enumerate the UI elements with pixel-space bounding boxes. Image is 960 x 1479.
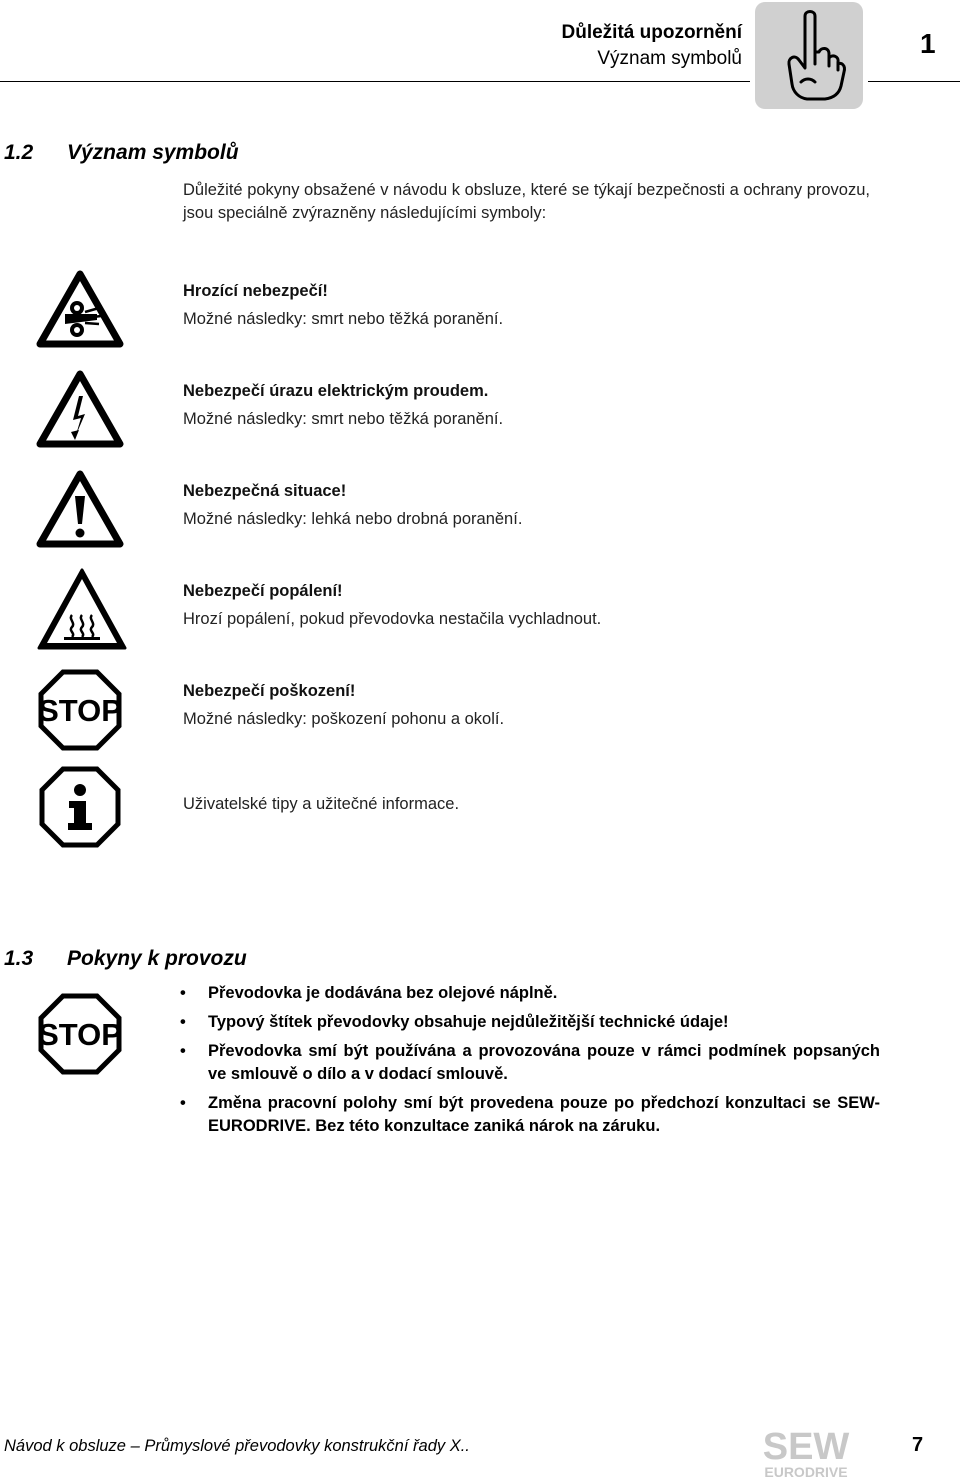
stop-icon-label: STOP [38, 1017, 122, 1052]
header-rule-left [0, 81, 750, 82]
chapter-number: 1 [920, 28, 936, 59]
list-item-text: Převodovka smí být používána a provozována pouze v rámci podmínek popsaných ve smlouvě o dílo a v dodací smlouvě. [208, 1042, 880, 1083]
pointing-hand-icon [755, 2, 863, 109]
logo-top: SEW [762, 1426, 850, 1468]
section-title: Pokyny k provozu [67, 947, 247, 970]
symbol-title: Nebezpečí popálení! [183, 582, 343, 600]
bullet: • [180, 1013, 186, 1031]
symbol-title: Nebezpečí poškození! [183, 682, 356, 700]
symbol-desc: Uživatelské tipy a užitečné informace. [183, 795, 460, 813]
list-item [180, 982, 880, 1005]
gear-hand-hazard-icon [35, 268, 125, 350]
sew-eurodrive-logo [750, 1425, 862, 1479]
hot-surface-icon [36, 567, 128, 653]
symbol-title: Nebezpečí úrazu elektrickým proudem. [183, 382, 489, 400]
stop-icon-label: STOP [38, 693, 122, 728]
stop-icon [38, 669, 122, 751]
list-item [180, 1011, 880, 1034]
symbol-desc: Možné následky: smrt nebo těžká poranění. [183, 310, 504, 328]
logo-bottom: EURODRIVE [764, 1464, 848, 1479]
section-title: Význam symbolů [67, 141, 239, 164]
electric-hazard-icon [35, 368, 125, 450]
header-rule-right [868, 81, 960, 82]
stop-icon [38, 993, 122, 1075]
list-item [180, 1040, 880, 1086]
bullet: • [180, 1042, 186, 1060]
section-number: 1.2 [4, 141, 34, 164]
footer-text: Návod k obsluze – Průmyslové převodovky konstrukční řady X.. [4, 1437, 470, 1455]
section-number: 1.3 [4, 947, 34, 970]
section-intro: Důležité pokyny obsažené v návodu k obsluze, které se týkají bezpečnosti a ochrany provozu, jsou speciálně zvýrazněny následujícími symboly: [183, 181, 870, 222]
bullet: • [180, 984, 186, 1002]
symbol-desc: Možné následky: poškození pohonu a okolí. [183, 710, 505, 728]
chapter-badge [755, 2, 863, 109]
list-item-text: Typový štítek převodovky obsahuje nejdůležitější technické údaje! [208, 1013, 729, 1031]
page-number: 7 [912, 1434, 924, 1456]
header-subtitle: Význam symbolů [597, 48, 742, 69]
list-item-text: Změna pracovní polohy smí být provedena pouze po předchozí konzultaci se SEW-EURODRIVE. Bez této konzultace zaniká nárok na záruku. [208, 1094, 880, 1135]
header-title: Důležitá upozornění [561, 22, 742, 43]
list-item-text: Převodovka je dodávána bez olejové náplně. [208, 984, 558, 1002]
symbol-desc: Možné následky: smrt nebo těžká poranění. [183, 410, 504, 428]
bullet: • [180, 1094, 186, 1112]
exclamation-warning-icon [35, 468, 125, 550]
symbol-title: Hrozící nebezpečí! [183, 282, 328, 300]
operation-notes-list [180, 982, 880, 1144]
symbol-desc: Možné následky: lehká nebo drobná poranění. [183, 510, 523, 528]
info-icon [39, 766, 121, 848]
symbol-title: Nebezpečná situace! [183, 482, 347, 500]
list-item [180, 1092, 880, 1138]
symbol-desc: Hrozí popálení, pokud převodovka nestačila vychladnout. [183, 610, 602, 628]
